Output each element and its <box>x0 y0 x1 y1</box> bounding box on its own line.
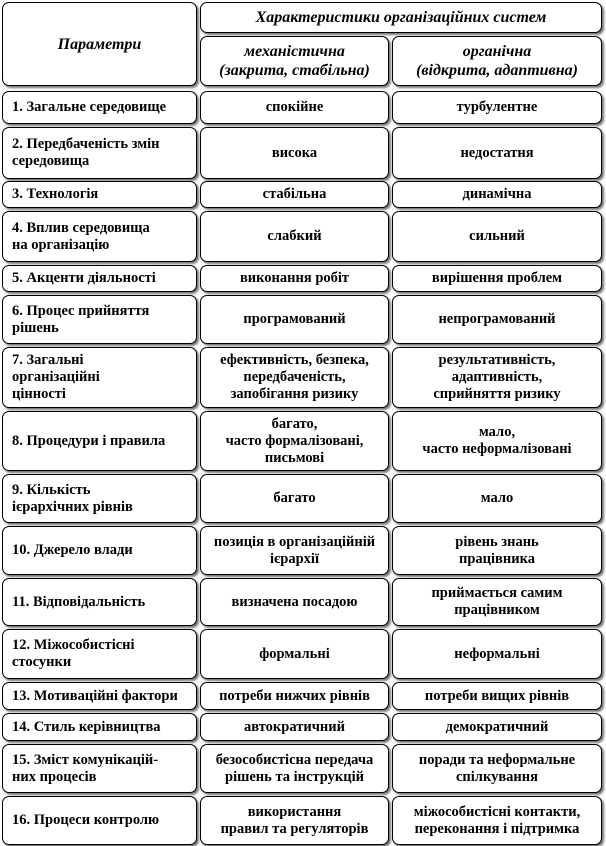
organic-cell-text: потреби вищих рівнів <box>424 687 570 704</box>
mechanistic-cell <box>200 796 389 845</box>
mechanistic-cell <box>200 744 389 793</box>
organic-cell-text: міжособистісні контакти, переконання і підтримка <box>413 803 581 837</box>
parameter-cell <box>2 682 197 710</box>
organic-cell <box>392 127 602 179</box>
mechanistic-cell <box>200 127 389 179</box>
parameter-cell-text: 10. Джерело влади <box>12 542 133 558</box>
parameter-cell-text: 16. Процеси контролю <box>12 812 160 828</box>
parameter-cell-text: 6. Процес прийняття рішень <box>12 302 150 336</box>
mechanistic-cell-text: програмований <box>243 311 346 327</box>
mechanistic-cell-text: висока <box>271 144 318 161</box>
parameter-cell <box>2 347 197 408</box>
parameters-header <box>2 2 197 86</box>
mechanistic-cell-text: формальні <box>259 645 330 662</box>
parameter-cell-text: 13. Мотиваційні фактори <box>12 687 178 704</box>
mechanistic-cell <box>200 526 389 575</box>
mechanistic-cell-text: ефективність, безпека, передбаченість, запобігання ризику <box>220 352 369 402</box>
parameter-cell <box>2 474 197 523</box>
organic-cell <box>392 295 602 344</box>
organic-cell <box>392 526 602 575</box>
mechanistic-cell <box>200 181 389 208</box>
organic-header-text: органічна (відкрита, адаптивна) <box>416 43 578 79</box>
parameter-cell <box>2 526 197 575</box>
parameter-cell-text: 14. Стиль керівництва <box>12 718 161 735</box>
parameter-cell <box>2 181 197 208</box>
organic-cell <box>392 474 602 523</box>
parameter-cell <box>2 295 197 344</box>
organic-cell <box>392 629 602 679</box>
mechanistic-cell <box>200 682 389 710</box>
parameter-cell-text: 15. Зміст комунікацій- них процесів <box>12 751 159 785</box>
parameter-cell-text: 4. Вплив середовища на організацію <box>12 219 150 253</box>
organic-cell-text: недостатня <box>460 144 534 161</box>
organic-header <box>392 36 602 86</box>
mechanistic-cell-text: стабільна <box>262 186 327 202</box>
mechanistic-cell-text: слабкий <box>267 228 322 244</box>
organic-cell-text: неформальні <box>454 645 540 662</box>
organic-cell-text: вирішення проблем <box>431 270 563 286</box>
parameter-cell-text: 7. Загальні організаційні цінності <box>12 352 100 402</box>
mechanistic-header-text: механістична (закрита, стабільна) <box>219 43 370 79</box>
organic-cell <box>392 211 602 262</box>
mechanistic-cell <box>200 295 389 344</box>
organic-cell-text: мало <box>480 490 514 506</box>
mechanistic-cell <box>200 411 389 471</box>
mechanistic-cell-text: багато <box>273 490 316 506</box>
parameter-cell <box>2 629 197 679</box>
parameter-cell <box>2 744 197 793</box>
mechanistic-cell-text: виконання робіт <box>239 270 350 286</box>
organic-cell <box>392 181 602 208</box>
characteristics-header-text: Характеристики організаційних систем <box>255 9 547 26</box>
organic-cell <box>392 713 602 741</box>
mechanistic-cell-text: спокійне <box>265 99 324 115</box>
parameter-cell <box>2 265 197 292</box>
organic-cell-text: демократичний <box>445 718 549 735</box>
parameter-cell-text: 5. Акценти діяльності <box>12 270 156 286</box>
mechanistic-cell-text: автократичний <box>244 718 345 735</box>
organic-cell <box>392 682 602 710</box>
organic-cell-text: приймається самим працівником <box>431 585 563 618</box>
mechanistic-cell-text: позиція в організаційній ієрархії <box>213 533 376 567</box>
parameter-cell-text: 12. Міжособистісні стосунки <box>12 637 135 670</box>
organic-cell <box>392 411 602 471</box>
mechanistic-cell-text: багато, часто формалізовані, письмові <box>225 415 364 466</box>
parameter-cell-text: 9. Кількість ієрархічних рівнів <box>12 481 133 515</box>
organic-cell-text: сильний <box>469 228 525 244</box>
parameter-cell-text: 11. Відповідальність <box>12 593 146 610</box>
organic-cell <box>392 578 602 626</box>
organic-cell <box>392 796 602 845</box>
parameter-cell-text: 3. Технологія <box>12 186 99 202</box>
mechanistic-cell <box>200 265 389 292</box>
parameter-cell <box>2 91 197 124</box>
organic-cell-text: непрограмований <box>438 311 556 327</box>
characteristics-header <box>200 2 602 33</box>
mechanistic-cell-text: потреби нижчих рівнів <box>219 687 370 704</box>
parameter-cell <box>2 211 197 262</box>
organic-cell-text: динамічна <box>462 186 532 202</box>
parameter-cell-text: 8. Процедури і правила <box>12 432 166 449</box>
organic-cell-text: результативність, адаптивність, сприйняття ризику <box>433 352 561 402</box>
organic-cell-text: поради та неформальне спілкування <box>418 751 576 785</box>
organic-cell-text: мало, часто неформалізовані <box>422 424 572 457</box>
mechanistic-cell <box>200 578 389 626</box>
parameter-cell-text: 2. Передбаченість змін середовища <box>12 136 160 169</box>
parameter-cell <box>2 127 197 179</box>
mechanistic-cell <box>200 474 389 523</box>
parameter-cell <box>2 578 197 626</box>
parameter-cell-text: 1. Загальне середовище <box>12 99 167 115</box>
mechanistic-cell <box>200 91 389 124</box>
mechanistic-cell <box>200 629 389 679</box>
parameters-header-text: Параметри <box>57 35 142 53</box>
mechanistic-cell <box>200 211 389 262</box>
parameter-cell <box>2 796 197 845</box>
mechanistic-cell-text: безособистісна передача рішень та інструкцій <box>215 751 374 785</box>
mechanistic-header <box>200 36 389 86</box>
mechanistic-cell <box>200 713 389 741</box>
organic-cell <box>392 744 602 793</box>
parameter-cell <box>2 713 197 741</box>
organic-cell <box>392 265 602 292</box>
mechanistic-cell-text: визначена посадою <box>231 593 358 610</box>
organic-cell-text: рівень знань працівника <box>455 533 539 567</box>
mechanistic-cell-text: використання правил та регуляторів <box>220 803 369 837</box>
mechanistic-cell <box>200 347 389 408</box>
organic-cell <box>392 347 602 408</box>
parameter-cell <box>2 411 197 471</box>
organic-cell-text: турбулентне <box>456 99 538 115</box>
organic-cell <box>392 91 602 124</box>
